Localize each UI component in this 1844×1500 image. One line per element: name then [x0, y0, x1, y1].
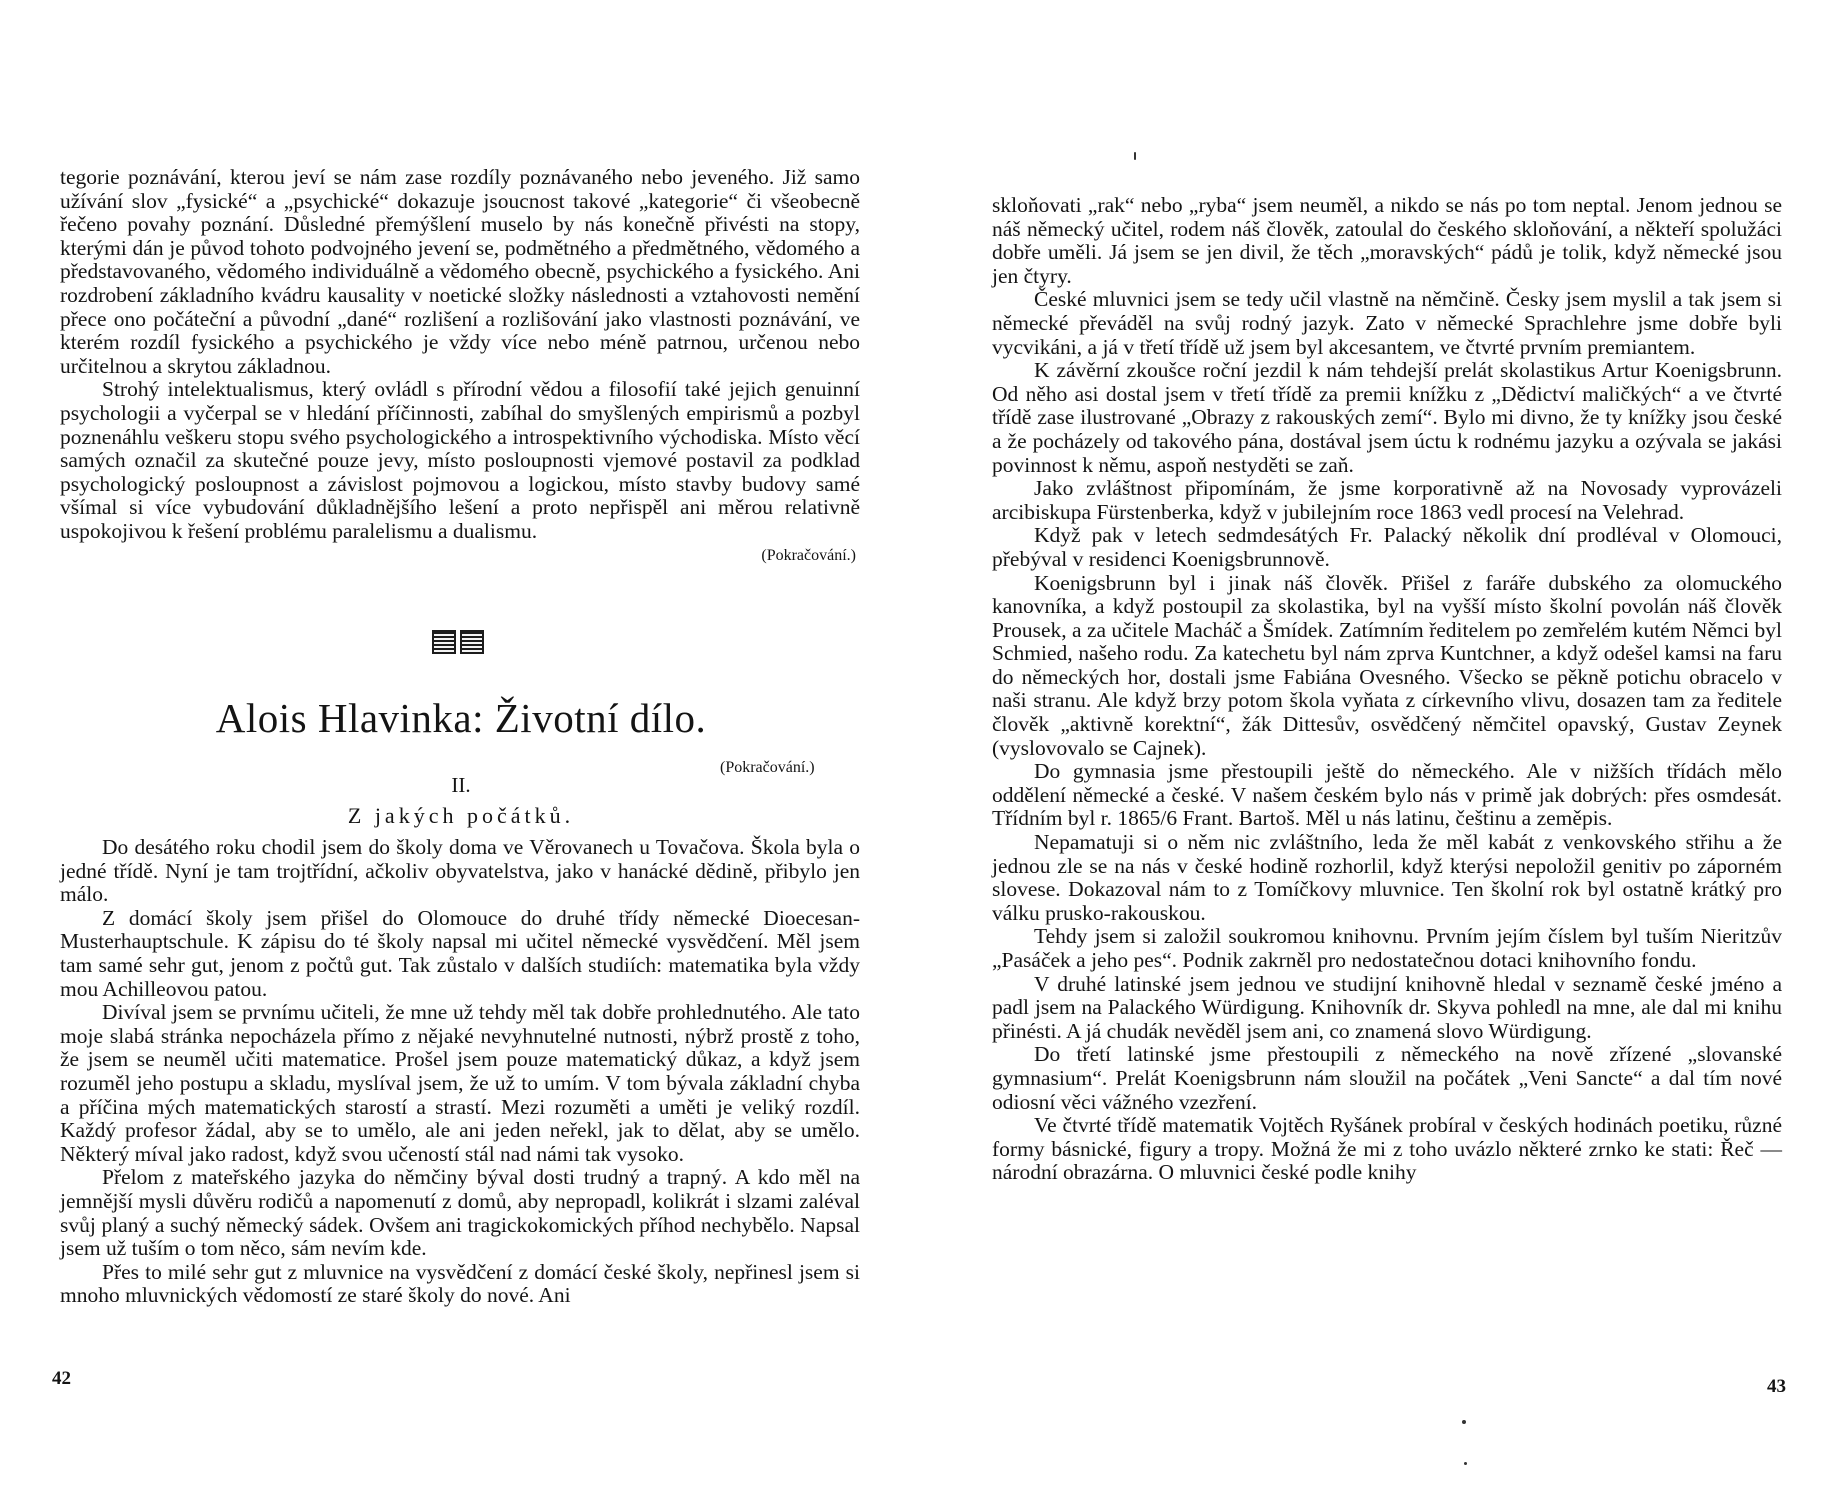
- print-speck: [1134, 152, 1136, 160]
- page-number: 43: [1767, 1376, 1786, 1397]
- print-speck: [1462, 1420, 1466, 1424]
- left-intro-text: [60, 166, 860, 566]
- continuation-note: (Pokračování.): [761, 546, 856, 564]
- ornament-block: [432, 630, 456, 654]
- article-title: Alois Hlavinka: Životní dílo.: [215, 695, 707, 741]
- paragraph: Nepamatuji si o něm nic zvláštního, leda že měl kabát z venkovského střihu a že jednou zle se na nás v české hodině rozhorlil, když kterýsi nepoložil genitiv po záporném slovese. Dokazoval nám to z Tomíčkovy mluvnice. Ten školní rok byl ostatně krátký pro válku prusko-rakouskou.: [992, 830, 1782, 925]
- right-page: [922, 0, 1844, 1500]
- section-title: Z jakých počátků.: [347, 803, 575, 828]
- paragraph: Do třetí latinské jsme přestoupili z německého na nově zřízené „slovanské gymnasium“. Prelát Koenigsbrunn nám sloužil na počátek „Veni Sancte“ a dal tím nové odiosní věci vážného vzezření.: [992, 1042, 1782, 1114]
- paragraph: Tehdy jsem si založil soukromou knihovnu. Prvním jejím číslem byl tuším Nieritzův „Pasáček a jeho pes“. Podnik zakrněl pro nedostatečnou dotaci knihovního fondu.: [992, 924, 1782, 972]
- paragraph: Jako zvláštnost připomínám, že jsme korporativně až na Novosady vyprovázeli arcibiskupa Fürstenberka, když v jubilejním roce 1863 vedl procesí na Velehrad.: [992, 476, 1782, 524]
- section-number: II.: [451, 773, 471, 797]
- paragraph: Přelom z mateřského jazyka do němčiny býval dosti trudný a trapný. A kdo měl na jemnější mysli důvěru rodičů a napomenutí z domů, aby nepropadl, kolikrát i slzami zaléval svůj planý a suchý německý sádek. Ovšem ani tragickokomických příhod nechybělo. Napsal jsem už tuším o tom něco, sám nevím kde.: [60, 1165, 860, 1261]
- paragraph: Když pak v letech sedmdesátých Fr. Palacký několik dní prodléval v Olomouci, přebýval v residenci Koenigsbrunnově.: [992, 523, 1782, 571]
- paragraph: České mluvnici jsem se tedy učil vlastně na němčině. Česky jsem myslil a tak jsem si německé převáděl na svůj rodný jazyk. Zato v německé Sprachlehre jsme dobře byli vycvikáni, a já v třetí třídě už jsem byl akcesantem, ve čtvrté prvním premiantem.: [992, 287, 1782, 359]
- paragraph: Do desátého roku chodil jsem do školy doma ve Věrovanech u Tovačova. Škola byla o jedné třídě. Nyní je tam trojtřídní, ačkoliv obyvatelstva, jako v hanácké dědině, přibylo jen málo.: [60, 835, 860, 907]
- paragraph: skloňovati „rak“ nebo „ryba“ jsem neuměl, a nikdo se nás po tom neptal. Jenom jednou se náš německý učitel, rodem náš člověk, zatoulal do českého skloňování, a někteří spolužáci dobře uměli. Já jsem se jen divil, že těch „moravských“ pádů je tolik, když německé jsou jen čtyry.: [992, 193, 1782, 288]
- print-speck: [1464, 1462, 1467, 1465]
- paragraph: K závěrní zkoušce roční jezdil k nám tehdejší prelát skolastikus Artur Koenigsbrunn. Od něho asi dostal jsem v třetí třídě za premii knížku z „Dědictví maličkých“ a ve čtvrté třídě zase ilustrované „Obrazy z rakouských zemí“. Bylo mi divno, že ty knížky jsou české a že pocházely od takového pána, dostával jsem úctu k rodnému jazyku a ozývala se jakási povinnost k němu, aspoň nestyděti se zaň.: [992, 358, 1782, 477]
- right-text: [992, 194, 1782, 1185]
- paragraph: Přes to milé sehr gut z mluvnice na vysvědčení z domácí české školy, nepřinesl jsem si mnoho mluvnických vědomostí ze staré školy do nové. Ani: [60, 1259, 860, 1308]
- ornament-block: [460, 630, 484, 654]
- paragraph: Koenigsbrunn byl i jinak náš člověk. Přišel z faráře dubského za olomuckého kanovníka, a když postoupil za skolastika, byl na vyšší místo školní povolán náš člověk Prousek, a za učitele Macháč a Šmídek. Zatímním ředitelem po zemřelém kutém Němci byl Schmied, našeho rodu. Za katechetu byl nám zprva Kuntchner, a když odešel kamsi na faru do německých hor, dostali jsme Fabiána Ovesného. Všecko se pěkně potichu obracelo v naši stranu. Ale když brzy potom škola vyňata z církevního vlivu, dosazen tam za ředitele člověk „aktivně korektní“, žák Dittesův, osvědčený němčitel opavský, Gustav Zeynek (vyslovovalo se Cajnek).: [992, 570, 1782, 760]
- paragraph: Strohý intelektualismus, který ovládl s přírodní vědou a filosofií také jejich genuinní psychologii a vyčerpal se v hledání příčinnosti, zabíhal do smyšlených empirismů a pozbyl poznenáhlu veškeru stopu svého psychologického a introspektivního východiska. Místo věcí samých označil za skutečné pouze jevy, místo posloupnosti vjemové postavil za podklad psychologický posloupnost a závislost pojmovou a logickou, místo stavby budovy samé všímal si více vybudování důkladnějšího lešení a proto nepřispěl ani měrou relativně uspokojivou k řešení problému paralelismu a dualismu.: [60, 377, 860, 543]
- left-article-text: [60, 836, 860, 1308]
- page-number: 42: [52, 1368, 71, 1389]
- section-divider-ornament: [432, 630, 484, 654]
- paragraph: Do gymnasia jsme přestoupili ještě do německého. Ale v nižších třídách mělo oddělení německé a české. V našem českém bylo nás v primě jak dobrých: přes osmdesát. Třídním byl r. 1865/6 Frant. Bartoš. Měl u nás latinu, češtinu a zeměpis.: [992, 759, 1782, 831]
- paragraph: Z domácí školy jsem přišel do Olomouce do druhé třídy německé Dioecesan-Musterhauptschule. K zápisu do té školy napsal mi učitel německé vysvědčení. Měl jsem tam samé sehr gut, jenom z počtů gut. Tak zůstalo v dalších studiích: matematika byla vždy mou Achilleovou patou.: [60, 905, 860, 1001]
- article-continuation-note: (Pokračování.): [720, 759, 815, 776]
- paragraph: Divíval jsem se prvnímu učiteli, že mne už tehdy měl tak dobře prohlednutého. Ale tato moje slabá stránka nepocházela přímo z nějaké nevyhnutelné nutnosti, nýbrž prostě z toho, že jsem se neuměl učiti matematice. Prošel jsem pouze matematický důkaz, a když jsem rozuměl jeho postupu a skladu, myslíval jsem, že už to umím. V tom bývala základní chyba a příčina mých matematických starostí a strastí. Mezi rozuměti a uměti je veliký rozdíl. Každý profesor žádal, aby se to umělo, ale ani jeden neřekl, jak to dělat, aby se umělo. Některý míval jako radost, když svou učeností stál nad námi tak vysoko.: [60, 1000, 860, 1166]
- paragraph: tegorie poznávání, kterou jeví se nám zase rozdíly poznávaného nebo jeveného. Již samo užívání slov „fysické“ a „psychické“ dokazuje jsoucnost takové „kategorie“ či všeobecně řečeno povahy poznání. Důsledné přemýšlení muselo by nás konečně přivésti na stopy, kterými dán je původ tohoto podvojného jevení se, podmětného a předmětného, vědomého a představovaného, vědomého individuálně a vědomého obecně, psychického a fysického. Ani rozdrobení základního kvádru kausality v noetické složky následnosti a vztahovosti nemění přece ono počáteční a původní „dané“ rozlišení a rozlišování jako vlastnosti poznávání, ve kterém rozdíl fysického a psychického je vždy více nebo méně patrnou, určenou nebo určitelnou a skrytou základnou.: [60, 165, 860, 378]
- paragraph: Ve čtvrté třídě matematik Vojtěch Ryšánek probíral v českých hodinách poetiku, různé formy básnické, figury a tropy. Možná že mi z toho uvázlo některé zrnko ke stati: Řeč — národní obrazárna. O mluvnici české podle knihy: [992, 1113, 1782, 1185]
- paragraph: V druhé latinské jsem jednou ve studijní knihovně hledal v seznamě české jméno a padl jsem na Palackého Würdigung. Knihovník dr. Skyva pohledl na mne, ale dal mi knihu přinésti. A já chudák nevěděl jsem ani, co znamená slovo Würdigung.: [992, 971, 1782, 1043]
